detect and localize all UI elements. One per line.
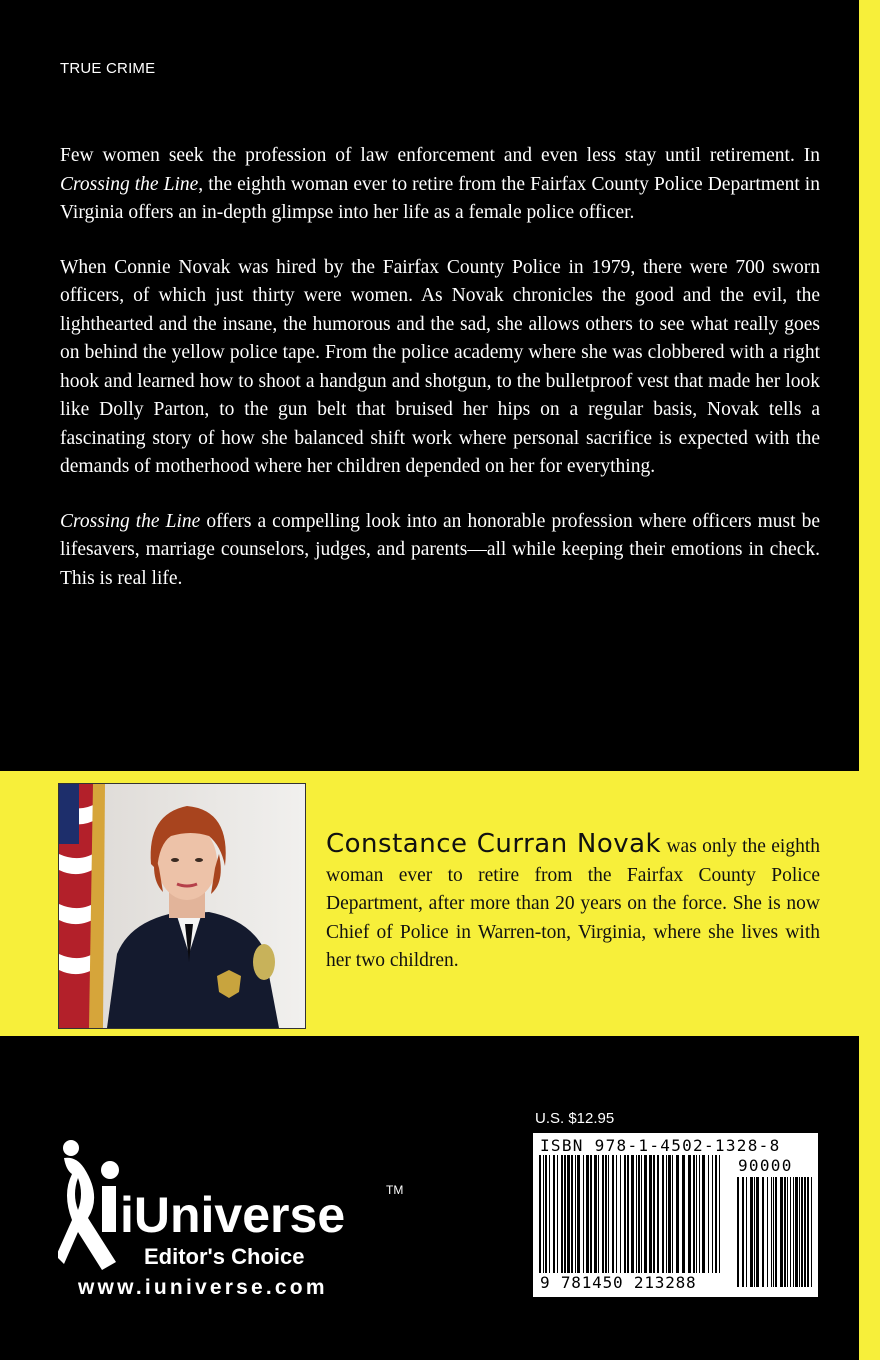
author-bio: [326, 830, 820, 976]
barcode-number: 9 781450 213288: [540, 1273, 697, 1292]
barcode-bar: [590, 1155, 592, 1273]
barcode-bar: [662, 1155, 664, 1273]
barcode-bar: [549, 1155, 550, 1273]
barcode-bar: [708, 1155, 709, 1273]
barcode-bar: [545, 1155, 547, 1273]
addon-bar: [771, 1177, 772, 1287]
barcode-bar: [715, 1155, 717, 1273]
barcode-bar: [641, 1155, 642, 1273]
barcode-bar: [575, 1155, 576, 1273]
blurb-paragraph-3: [60, 508, 820, 594]
category-label: TRUE CRIME: [60, 60, 156, 77]
barcode-bar: [553, 1155, 555, 1273]
addon-bar: [799, 1177, 800, 1287]
barcode-bar: [676, 1155, 679, 1273]
barcode-bar: [539, 1155, 541, 1273]
addon-bar: [790, 1177, 791, 1287]
addon-bar: [762, 1177, 764, 1287]
barcode-bar: [577, 1155, 580, 1273]
barcode-bar: [653, 1155, 655, 1273]
barcode-bar: [636, 1155, 637, 1273]
addon-bar: [742, 1177, 744, 1287]
barcode-bar: [693, 1155, 695, 1273]
barcode-bar: [624, 1155, 626, 1273]
addon-bar: [811, 1177, 812, 1287]
publisher-imprint: Editor's Choice: [144, 1244, 305, 1269]
barcode-bar: [612, 1155, 614, 1273]
addon-bar: [737, 1177, 739, 1287]
barcode-bar: [564, 1155, 566, 1273]
barcode-bar: [644, 1155, 647, 1273]
addon-bar: [754, 1177, 755, 1287]
author-photo: [58, 783, 306, 1029]
barcode-bar: [598, 1155, 599, 1273]
addon-bar: [767, 1177, 768, 1287]
barcode-bar: [543, 1155, 544, 1273]
addon-bar: [773, 1177, 774, 1287]
barcode-bar: [586, 1155, 589, 1273]
addon-bar: [750, 1177, 753, 1287]
barcode-bar: [605, 1155, 607, 1273]
blurb-p1-text-end: , the eighth woman ever to retire from the Fairfax County Police Department in Virginia offers an in-depth glimpse into her life as a female police officer.: [60, 173, 820, 223]
book-title-italic: Crossing the Line: [60, 173, 199, 195]
addon-bar: [780, 1177, 783, 1287]
barcode-bar: [627, 1155, 629, 1273]
blurb-p3-text: offers a compelling look into an honorable profession where officers must be lifesavers, marriage counselors, judges, and parents—all while keeping their emotions in check. This is real life.: [60, 510, 820, 589]
barcode-bar: [561, 1155, 563, 1273]
addon-bar: [801, 1177, 803, 1287]
barcode-bar: [616, 1155, 617, 1273]
isbn-text: ISBN 978-1-4502-1328-8: [540, 1136, 781, 1155]
barcode-bar: [666, 1155, 667, 1273]
barcode-bar: [719, 1155, 720, 1273]
addon-bar: [775, 1177, 777, 1287]
barcode-bar: [571, 1155, 573, 1273]
blurb-paragraph-1: [60, 142, 820, 228]
addon-code: 90000: [738, 1156, 793, 1175]
barcode-bar: [557, 1155, 558, 1273]
addon-bar: [793, 1177, 794, 1287]
trademark-mark: TM: [386, 1183, 404, 1197]
barcode-bar: [696, 1155, 697, 1273]
barcode-bar: [649, 1155, 652, 1273]
barcode-bar: [620, 1155, 621, 1273]
barcode-bar: [699, 1155, 700, 1273]
publisher-url: www.iuniverse.com: [78, 1276, 328, 1299]
addon-bar: [787, 1177, 788, 1287]
barcode-bar: [602, 1155, 604, 1273]
author-name: Constance Curran Novak: [326, 829, 662, 859]
barcode-bar: [672, 1155, 673, 1273]
barcode-bar: [638, 1155, 640, 1273]
barcode-bar: [583, 1155, 584, 1273]
book-title-italic: Crossing the Line: [60, 510, 201, 532]
addon-bar: [746, 1177, 747, 1287]
publisher-logo: [58, 1134, 418, 1274]
barcode-bar: [712, 1155, 713, 1273]
addon-bar: [784, 1177, 786, 1287]
addon-bar: [756, 1177, 759, 1287]
barcode-bar: [702, 1155, 705, 1273]
barcode-bar: [608, 1155, 609, 1273]
publisher-brand: iUniverse: [120, 1187, 346, 1243]
barcode-bar: [594, 1155, 597, 1273]
blurb-paragraph-2: When Connie Novak was hired by the Fairfax County Police in 1979, there were 700 sworn officers, of which just thirty were women. As Novak chronicles the good and the evil, the lighthearted and the insane, the humorous and the sad, she allows others to see what really goes on behind the yellow police tape. From the police academy where she was clobbered with a right hook and learned how to shoot a handgun and shotgun, to the bulletproof vest that made her look like Dolly Parton, to the gun belt that bruised her hips on a regular basis, Novak tells a fascinating story of how she balanced shift work where personal sacrifice is expected with the demands of motherhood where her children depended on her for everything.: [60, 256, 820, 477]
author-bio-text: was only the eighth woman ever to retire from the Fairfax County Police Department, after more than 20 years on the force. She is now Chief of Police in Warren-ton, Virginia, where she lives with her two children.: [326, 836, 820, 971]
barcode-bar: [657, 1155, 659, 1273]
addon-bar: [804, 1177, 806, 1287]
barcode-bar: [688, 1155, 691, 1273]
barcode-bar: [567, 1155, 570, 1273]
addon-bar: [807, 1177, 809, 1287]
spine-strip: [859, 0, 880, 1360]
blurb-p1-text: Few women seek the profession of law enforcement and even less stay until retirement. In: [60, 145, 820, 166]
price-label: U.S. $12.95: [535, 1110, 615, 1127]
barcode-bar: [682, 1155, 685, 1273]
back-cover-blurb: [60, 142, 820, 619]
addon-bar: [795, 1177, 798, 1287]
barcode-bar: [631, 1155, 634, 1273]
barcode-bar: [668, 1155, 671, 1273]
